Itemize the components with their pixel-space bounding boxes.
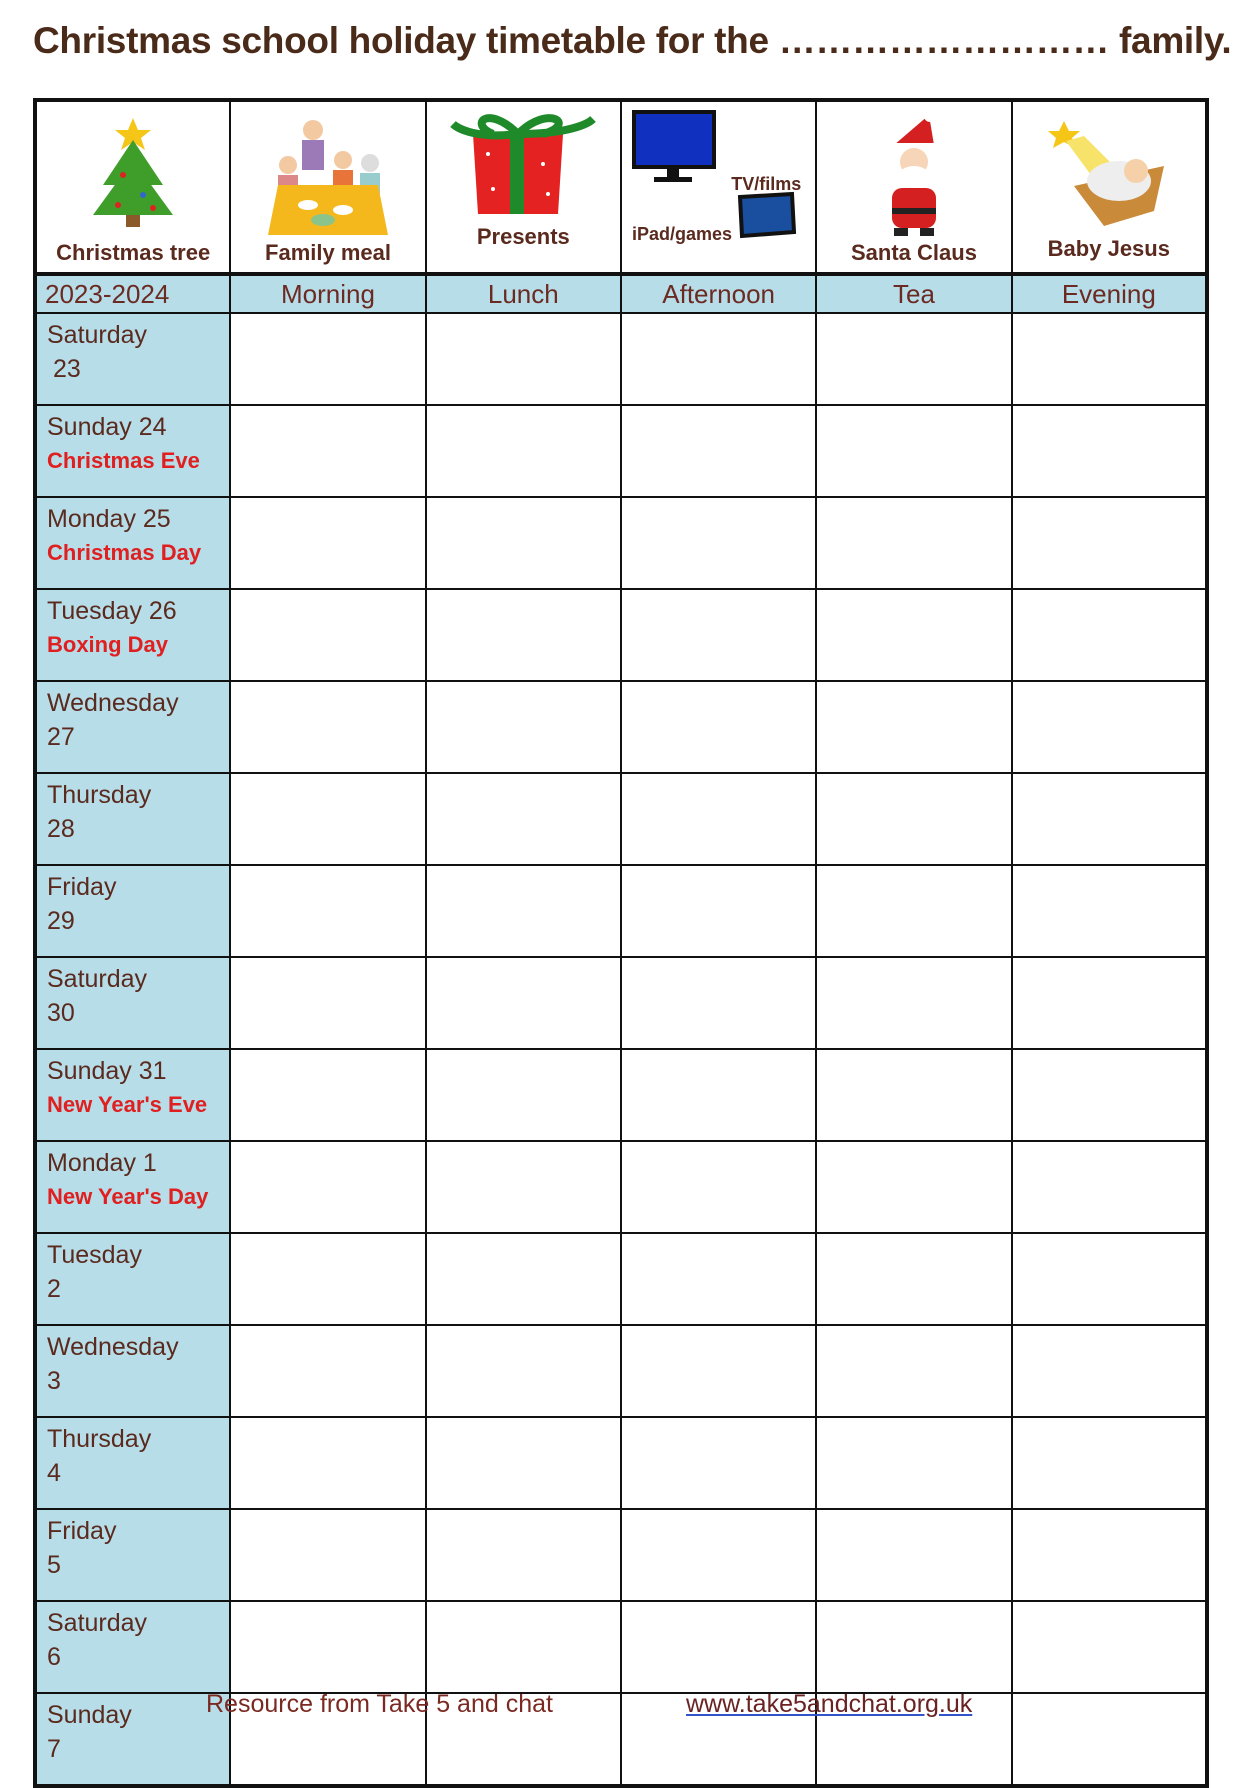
- slot-afternoon[interactable]: [621, 1325, 816, 1417]
- slot-tea[interactable]: [816, 405, 1011, 497]
- slot-afternoon[interactable]: [621, 1601, 816, 1693]
- slot-lunch[interactable]: [426, 313, 621, 405]
- table-row: [35, 1601, 1207, 1693]
- day-cell: [35, 1417, 230, 1509]
- table-row: [35, 405, 1207, 497]
- picture-santa: [816, 100, 1011, 274]
- slot-evening[interactable]: [1012, 1233, 1207, 1325]
- day-date: 5: [47, 1551, 61, 1579]
- day-cell: [35, 1325, 230, 1417]
- slot-morning[interactable]: [230, 313, 425, 405]
- slot-tea[interactable]: [816, 1417, 1011, 1509]
- slot-tea[interactable]: [816, 681, 1011, 773]
- slot-lunch[interactable]: [426, 1417, 621, 1509]
- slot-lunch[interactable]: [426, 681, 621, 773]
- day-name: Thursday: [47, 1425, 152, 1453]
- picture-family-meal: [230, 100, 425, 274]
- table-row: [35, 1509, 1207, 1601]
- slot-evening[interactable]: [1012, 957, 1207, 1049]
- day-name: Monday 25: [47, 505, 171, 533]
- day-cell: [35, 1601, 230, 1693]
- slot-afternoon[interactable]: [621, 957, 816, 1049]
- day-cell: [35, 405, 230, 497]
- slot-morning[interactable]: [230, 1325, 425, 1417]
- day-name: Sunday: [47, 1701, 132, 1729]
- day-name: Monday 1: [47, 1149, 157, 1177]
- day-name: Thursday: [47, 781, 152, 809]
- picture-christmas-tree: [35, 100, 230, 274]
- day-name: Wednesday: [47, 1333, 179, 1361]
- slot-morning[interactable]: [230, 589, 425, 681]
- day-name: Sunday 31: [47, 1057, 167, 1085]
- day-name: Friday: [47, 1517, 117, 1545]
- table-row: [35, 1233, 1207, 1325]
- christmas-tree-icon: [78, 110, 188, 240]
- slot-tea[interactable]: [816, 497, 1011, 589]
- day-cell: [35, 497, 230, 589]
- slot-lunch[interactable]: [426, 1601, 621, 1693]
- slot-evening[interactable]: [1012, 497, 1207, 589]
- slot-morning[interactable]: [230, 773, 425, 865]
- holiday-label: Christmas Day: [47, 540, 202, 565]
- picture-row: [35, 100, 1207, 274]
- slot-lunch[interactable]: [426, 1049, 621, 1141]
- day-cell: [35, 865, 230, 957]
- slot-afternoon[interactable]: [621, 405, 816, 497]
- slot-evening[interactable]: [1012, 1325, 1207, 1417]
- slot-lunch[interactable]: [426, 1141, 621, 1233]
- slot-tea[interactable]: [816, 1233, 1011, 1325]
- screens-panel: [622, 102, 815, 272]
- slot-morning[interactable]: [230, 1509, 425, 1601]
- family-meal-icon: [258, 115, 398, 240]
- slot-evening[interactable]: [1012, 1417, 1207, 1509]
- slot-afternoon[interactable]: [621, 1141, 816, 1233]
- slot-afternoon[interactable]: [621, 313, 816, 405]
- day-date: 30: [47, 999, 75, 1027]
- slot-evening[interactable]: [1012, 773, 1207, 865]
- slot-evening[interactable]: [1012, 865, 1207, 957]
- slot-tea[interactable]: [816, 1509, 1011, 1601]
- slot-morning[interactable]: [230, 681, 425, 773]
- slot-afternoon[interactable]: [621, 1509, 816, 1601]
- page-title: Christmas school holiday timetable for the ……………………… family.: [33, 20, 1232, 61]
- table-row: [35, 1417, 1207, 1509]
- day-date: 6: [47, 1643, 61, 1671]
- day-cell: [35, 313, 230, 405]
- baby-jesus-icon: [1044, 116, 1174, 236]
- slot-tea[interactable]: [816, 313, 1011, 405]
- day-name: Tuesday 26: [47, 597, 177, 625]
- slot-tea[interactable]: [816, 865, 1011, 957]
- table-row: [35, 1141, 1207, 1233]
- slot-tea[interactable]: [816, 1601, 1011, 1693]
- slot-morning[interactable]: [230, 497, 425, 589]
- slot-evening[interactable]: [1012, 313, 1207, 405]
- slot-lunch[interactable]: [426, 865, 621, 957]
- day-cell: [35, 773, 230, 865]
- day-cell: [35, 1509, 230, 1601]
- slot-afternoon[interactable]: [621, 497, 816, 589]
- day-date: 7: [47, 1735, 61, 1763]
- holiday-label: New Year's Day: [47, 1184, 209, 1209]
- slot-evening[interactable]: [1012, 589, 1207, 681]
- footer-link[interactable]: www.take5andchat.org.uk: [686, 1690, 973, 1718]
- slot-morning[interactable]: [230, 1601, 425, 1693]
- slot-afternoon[interactable]: [621, 589, 816, 681]
- slot-afternoon[interactable]: [621, 1049, 816, 1141]
- picture-label: Family meal: [265, 240, 391, 265]
- day-date: 4: [47, 1459, 61, 1487]
- picture-screens: [621, 100, 816, 274]
- day-date: 27: [47, 723, 75, 751]
- day-date: 23: [53, 355, 81, 383]
- slot-afternoon[interactable]: [621, 1233, 816, 1325]
- slot-lunch[interactable]: [426, 589, 621, 681]
- slot-evening[interactable]: [1012, 1509, 1207, 1601]
- slot-tea[interactable]: [816, 957, 1011, 1049]
- santa-icon: [864, 110, 964, 240]
- day-date: 3: [47, 1367, 61, 1395]
- present-icon: [448, 104, 598, 224]
- slot-lunch[interactable]: [426, 957, 621, 1049]
- picture-label: Christmas tree: [56, 240, 211, 265]
- holiday-label: New Year's Eve: [47, 1092, 208, 1117]
- tv-films-label: TV/films: [731, 174, 802, 194]
- day-cell: [35, 1141, 230, 1233]
- day-cell: [35, 1233, 230, 1325]
- day-name: Saturday: [47, 321, 148, 349]
- slot-tea[interactable]: [816, 1325, 1011, 1417]
- header-evening: Evening: [1012, 274, 1207, 313]
- slot-afternoon[interactable]: [621, 1417, 816, 1509]
- slot-tea[interactable]: [816, 773, 1011, 865]
- timetable: [33, 98, 1209, 1788]
- slot-tea[interactable]: [816, 589, 1011, 681]
- slot-morning[interactable]: [230, 405, 425, 497]
- header-tea: Tea: [816, 274, 1011, 313]
- table-row: [35, 1325, 1207, 1417]
- slot-morning[interactable]: [230, 1141, 425, 1233]
- slot-lunch[interactable]: [426, 405, 621, 497]
- holiday-label: Christmas Eve: [47, 448, 200, 473]
- slot-lunch[interactable]: [426, 1233, 621, 1325]
- day-cell: [35, 957, 230, 1049]
- slot-tea[interactable]: [816, 1049, 1011, 1141]
- day-name: Saturday: [47, 965, 148, 993]
- day-date: 28: [47, 815, 75, 843]
- holiday-label: Boxing Day: [47, 632, 169, 657]
- slot-morning[interactable]: [230, 1049, 425, 1141]
- table-row: [35, 497, 1207, 589]
- header-lunch: Lunch: [426, 274, 621, 313]
- slot-lunch[interactable]: [426, 1509, 621, 1601]
- slot-afternoon[interactable]: [621, 865, 816, 957]
- day-cell: [35, 589, 230, 681]
- table-row: [35, 957, 1207, 1049]
- table-row: [35, 313, 1207, 405]
- slot-afternoon[interactable]: [621, 773, 816, 865]
- day-name: Wednesday: [47, 689, 179, 717]
- slot-morning[interactable]: [230, 1233, 425, 1325]
- slot-lunch[interactable]: [426, 773, 621, 865]
- day-name: Sunday 24: [47, 413, 167, 441]
- picture-baby-jesus: [1012, 100, 1207, 274]
- day-name: Saturday: [47, 1609, 148, 1637]
- header-morning: Morning: [230, 274, 425, 313]
- header-afternoon: Afternoon: [621, 274, 816, 313]
- day-name: Friday: [47, 873, 117, 901]
- header-row: [35, 274, 1207, 313]
- slot-tea[interactable]: [816, 1141, 1011, 1233]
- slot-lunch[interactable]: [426, 1325, 621, 1417]
- table-row: [35, 1049, 1207, 1141]
- slot-morning[interactable]: [230, 1417, 425, 1509]
- slot-afternoon[interactable]: [621, 681, 816, 773]
- slot-evening[interactable]: [1012, 405, 1207, 497]
- picture-presents: [426, 100, 621, 274]
- slot-evening[interactable]: [1012, 681, 1207, 773]
- picture-label: Santa Claus: [851, 240, 977, 265]
- day-date: 2: [47, 1275, 61, 1303]
- ipad-games-label: iPad/games: [631, 224, 733, 244]
- picture-label: Presents: [476, 224, 570, 249]
- slot-evening[interactable]: [1012, 1141, 1207, 1233]
- slot-morning[interactable]: [230, 865, 425, 957]
- day-cell: [35, 681, 230, 773]
- header-year: 2023-2024: [35, 274, 230, 313]
- slot-evening[interactable]: [1012, 1601, 1207, 1693]
- table-row: [35, 681, 1207, 773]
- day-name: Tuesday: [47, 1241, 142, 1269]
- day-cell: [35, 1049, 230, 1141]
- footer-credit: Resource from Take 5 and chat: [206, 1690, 553, 1718]
- table-row: [35, 865, 1207, 957]
- picture-label: Baby Jesus: [1047, 236, 1170, 261]
- slot-evening[interactable]: [1012, 1049, 1207, 1141]
- slot-morning[interactable]: [230, 957, 425, 1049]
- day-date: 29: [47, 907, 75, 935]
- day-cell: [35, 1693, 230, 1786]
- table-row: [35, 589, 1207, 681]
- slot-lunch[interactable]: [426, 497, 621, 589]
- slot-evening[interactable]: [1012, 1693, 1207, 1786]
- table-row: [35, 773, 1207, 865]
